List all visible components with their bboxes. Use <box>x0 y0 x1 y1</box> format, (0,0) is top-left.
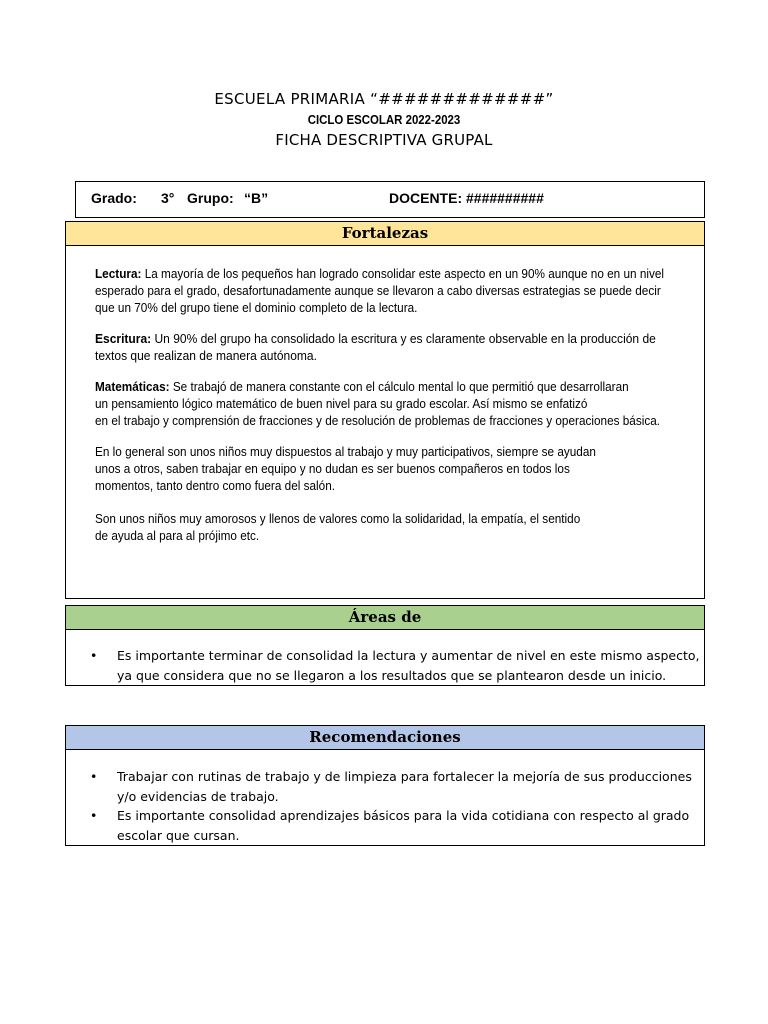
bullet-icon: • <box>90 769 98 784</box>
fortalezas-title: Fortalezas <box>66 222 704 246</box>
docente-label: DOCENTE: ########## <box>389 190 544 206</box>
escritura-paragraph: Escritura: Un 90% del grupo ha consolidado la escritura y es claramente observable en la producción de textos que realizan de manera autónoma. <box>95 331 656 363</box>
grupo-value: “B” <box>244 190 269 206</box>
document-title: FICHA DESCRIPTIVA GRUPAL <box>275 131 493 149</box>
bullet-icon: • <box>90 808 98 823</box>
valores-paragraph: Son unos niños muy amorosos y llenos de valores como la solidaridad, la empatía, el sentido de ayuda al para al prójimo etc. <box>95 511 581 543</box>
matematicas-label: Matemáticas: <box>95 379 170 394</box>
school-cycle: CICLO ESCOLAR 2022-2023 <box>307 112 461 127</box>
group-info-box <box>75 181 705 218</box>
bullet-icon: • <box>90 648 98 663</box>
matematicas-paragraph: Matemáticas: Se trabajó de manera constante con el cálculo mental lo que permitió que desarrollaran un pensamiento lógico matemático de buen nivel para su grado escolar. Así mismo se enfatizó en el trabajo y comprensión de fracciones y de resolución de problemas de fracciones y operaciones básica. <box>95 379 661 428</box>
grado-label: Grado: <box>91 190 137 206</box>
areas-title: Áreas de <box>66 606 704 630</box>
grupo-label: Grupo: <box>187 190 234 206</box>
lectura-label: Lectura: <box>95 266 142 281</box>
lectura-paragraph: Lectura: La mayoría de los pequeños han logrado consolidar este aspecto en un 90% aunque no en un nivel esperado para el grado, desafortunadamente aunque se llevaron a cabo diversas estrategias se puede decir que un 70% del grupo tiene el dominio completo de la lectura. <box>95 266 665 315</box>
recomendaciones-title: Recomendaciones <box>66 726 704 750</box>
general-paragraph: En lo general son unos niños muy dispuestos al trabajo y muy participativos, siempre se ayudan unos a otros, saben trabajar en equipo y no dudan es ser buenos compañeros en todos los momentos, tanto dentro como fuera del salón. <box>95 444 596 493</box>
school-name: ESCUELA PRIMARIA “#############” <box>214 90 554 108</box>
grado-value: 3° <box>161 190 175 206</box>
escritura-label: Escritura: <box>95 331 152 346</box>
